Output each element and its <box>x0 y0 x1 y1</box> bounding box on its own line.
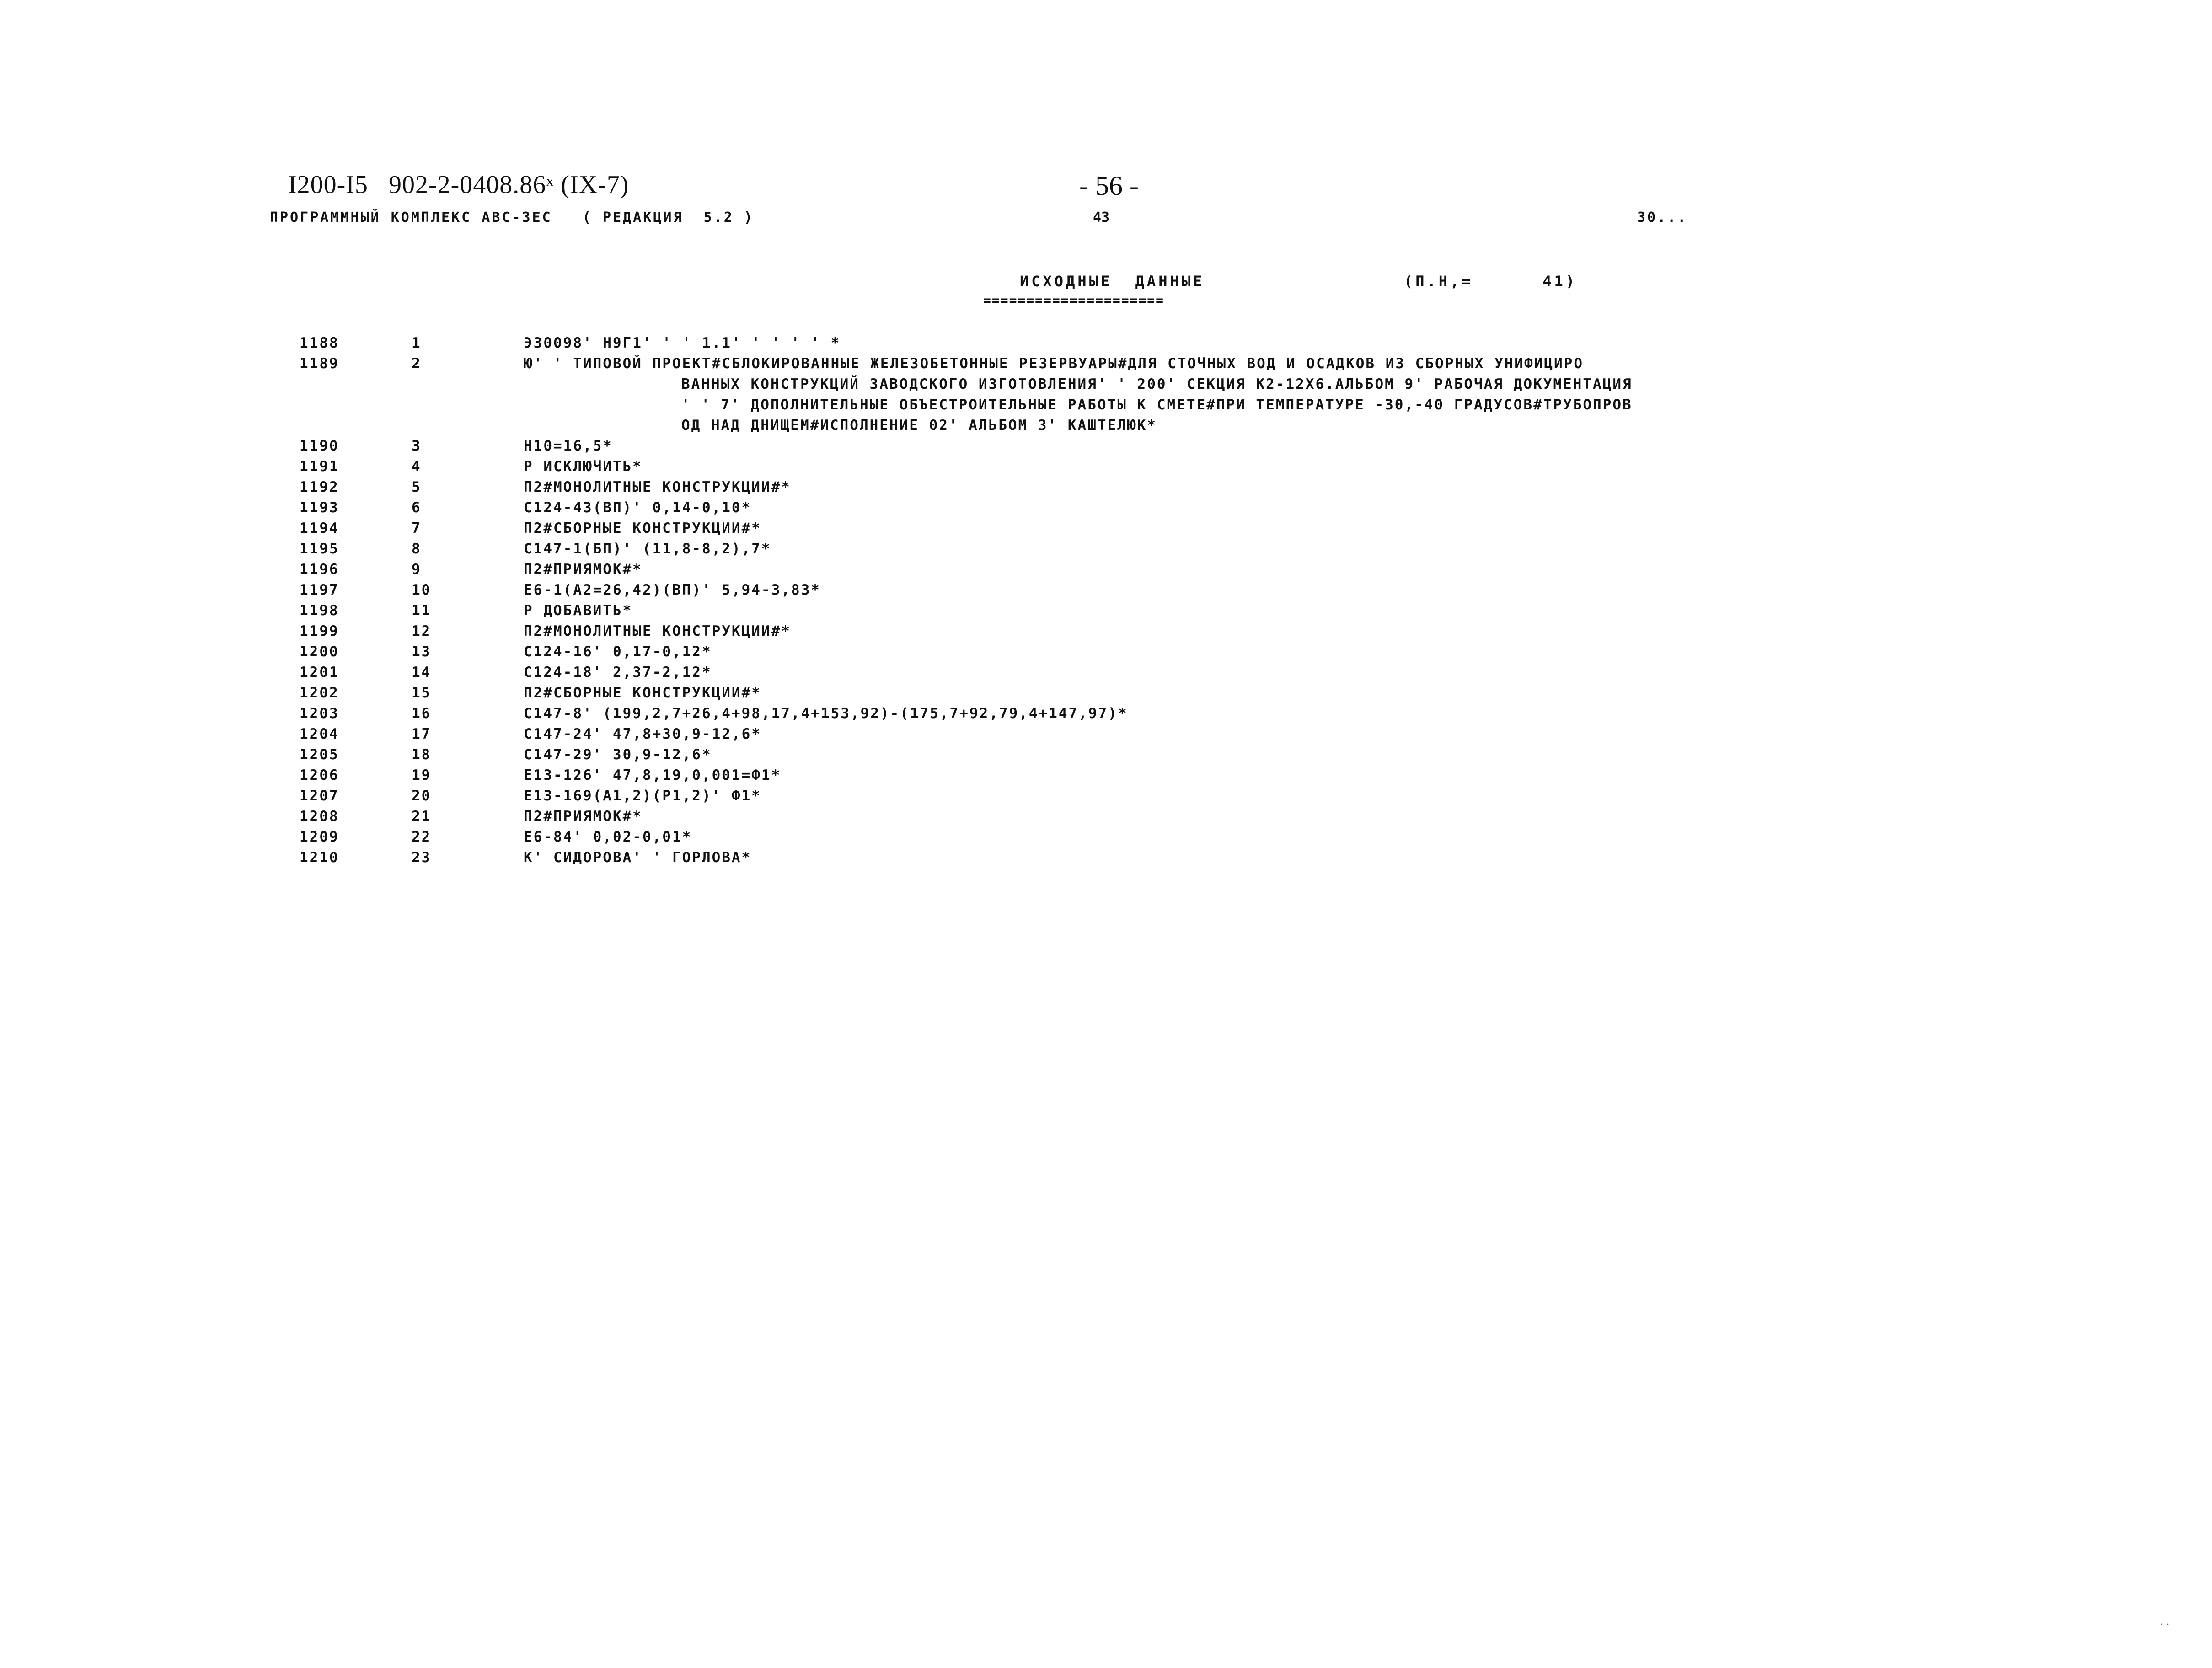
line-number: 1204 <box>300 726 339 742</box>
pn-value: (П.Н,= 41) <box>1404 273 1577 290</box>
line-number: 1202 <box>300 685 339 701</box>
document-code: I200-I5 902-2-0408.86ˣ (IX-7) <box>288 171 629 199</box>
record-text: С124-43(ВП)' 0,14-0,10* <box>524 499 752 516</box>
sequence-number: 4 <box>412 458 422 475</box>
line-number: 1200 <box>300 644 339 660</box>
line-number: 1198 <box>300 602 339 619</box>
line-number: 1203 <box>300 705 339 722</box>
record-text: С147-29' 30,9-12,6* <box>524 746 712 763</box>
record-text: Р ДОБАВИТЬ* <box>524 602 633 619</box>
corner-code: 30... <box>1637 209 1688 225</box>
record-text: Э30098' Н9Г1' ' ' 1.1' ' ' ' ' * <box>524 335 841 351</box>
line-number: 1205 <box>300 746 339 763</box>
sequence-number: 18 <box>412 746 432 763</box>
sequence-number: 5 <box>412 479 422 495</box>
sequence-number: 15 <box>412 685 432 701</box>
sequence-number: 9 <box>412 561 422 578</box>
title-underline: ===================== <box>983 293 1165 308</box>
sequence-number: 14 <box>412 664 432 681</box>
sequence-number: 21 <box>412 808 432 825</box>
record-text: Е13-169(А1,2)(Р1,2)' Ф1* <box>524 788 761 804</box>
line-number: 1196 <box>300 561 339 578</box>
sequence-number: 20 <box>412 788 432 804</box>
record-text: П2#СБОРНЫЕ КОНСТРУКЦИИ#* <box>524 520 761 536</box>
line-number: 1201 <box>300 664 339 681</box>
line-number: 1199 <box>300 623 339 639</box>
record-text: Е13-126' 47,8,19,0,001=Ф1* <box>524 767 782 783</box>
record-text: С147-1(БП)' (11,8-8,2),7* <box>524 541 771 557</box>
line-number: 1189 <box>300 355 339 372</box>
line-number: 1191 <box>300 458 339 475</box>
sequence-number: 10 <box>412 582 432 598</box>
record-text: Н10=16,5* <box>524 438 613 454</box>
line-number: 1190 <box>300 438 339 454</box>
sequence-number: 19 <box>412 767 432 783</box>
record-text: П2#МОНОЛИТНЫЕ КОНСТРУКЦИИ#* <box>524 623 791 639</box>
record-text: С147-24' 47,8+30,9-12,6* <box>524 726 761 742</box>
sequence-number: 17 <box>412 726 432 742</box>
sequence-number: 23 <box>412 849 432 866</box>
record-text: Е6-84' 0,02-0,01* <box>524 829 692 845</box>
record-text: ВАННЫХ КОНСТРУКЦИЙ ЗАВОДСКОГО ИЗГОТОВЛЕНИЯ' ' 200' СЕКЦИЯ К2-12Х6.АЛЬБОМ 9' РАБОЧАЯ ДОКУМЕНТАЦИЯ <box>681 376 1633 392</box>
record-text: С124-16' 0,17-0,12* <box>524 644 712 660</box>
line-number: 1194 <box>300 520 339 536</box>
line-number: 1208 <box>300 808 339 825</box>
sequence-number: 22 <box>412 829 432 845</box>
sequence-number: 2 <box>412 355 422 372</box>
sequence-number: 3 <box>412 438 422 454</box>
program-line: ПРОГРАММНЫЙ КОМПЛЕКС АВС-3ЕС ( РЕДАКЦИЯ 5.2 ) <box>270 209 754 225</box>
line-number: 1192 <box>300 479 339 495</box>
record-text: Ю' ' ТИПОВОЙ ПРОЕКТ#СБЛОКИРОВАННЫЕ ЖЕЛЕЗОБЕТОННЫЕ РЕЗЕРВУАРЫ#ДЛЯ СТОЧНЫХ ВОД И ОСАДКОВ ИЗ СБОРНЫХ УНИФИЦИРО <box>524 355 1584 372</box>
line-number: 1197 <box>300 582 339 598</box>
sequence-number: 7 <box>412 520 422 536</box>
page-number: - 56 - <box>1079 171 1139 201</box>
record-text: С124-18' 2,37-2,12* <box>524 664 712 681</box>
sheet-number: 43 <box>1093 209 1110 225</box>
sequence-number: 12 <box>412 623 432 639</box>
sequence-number: 16 <box>412 705 432 722</box>
sequence-number: 11 <box>412 602 432 619</box>
line-number: 1195 <box>300 541 339 557</box>
sequence-number: 8 <box>412 541 422 557</box>
record-text: П2#ПРИЯМОК#* <box>524 561 643 578</box>
record-text: ' ' 7' ДОПОЛНИТЕЛЬНЫЕ ОБЪЕСТРОИТЕЛЬНЫЕ РАБОТЫ К СМЕТЕ#ПРИ ТЕМПЕРАТУРЕ -30,-40 ГРАДУСОВ#ТРУБОПРОВ <box>681 397 1633 413</box>
sequence-number: 1 <box>412 335 422 351</box>
line-number: 1206 <box>300 767 339 783</box>
line-number: 1207 <box>300 788 339 804</box>
record-text: Р ИСКЛЮЧИТЬ* <box>524 458 643 475</box>
record-text: ОД НАД ДНИЩЕМ#ИСПОЛНЕНИЕ 02' АЛЬБОМ 3' КАШТЕЛЮК* <box>681 417 1157 434</box>
section-title: ИСХОДНЫЕ ДАННЫЕ <box>1020 273 1205 290</box>
sequence-number: 6 <box>412 499 422 516</box>
line-number: 1188 <box>300 335 339 351</box>
line-number: 1193 <box>300 499 339 516</box>
record-text: П2#ПРИЯМОК#* <box>524 808 643 825</box>
line-number: 1209 <box>300 829 339 845</box>
record-text: П2#МОНОЛИТНЫЕ КОНСТРУКЦИИ#* <box>524 479 791 495</box>
record-text: П2#СБОРНЫЕ КОНСТРУКЦИИ#* <box>524 685 761 701</box>
record-text: Е6-1(А2=26,42)(ВП)' 5,94-3,83* <box>524 582 821 598</box>
record-text: К' СИДОРОВА' ' ГОРЛОВА* <box>524 849 752 866</box>
sequence-number: 13 <box>412 644 432 660</box>
line-number: 1210 <box>300 849 339 866</box>
record-text: С147-8' (199,2,7+26,4+98,17,4+153,92)-(175,7+92,79,4+147,97)* <box>524 705 1128 722</box>
footer-marks: ·· <box>2158 1619 2171 1630</box>
